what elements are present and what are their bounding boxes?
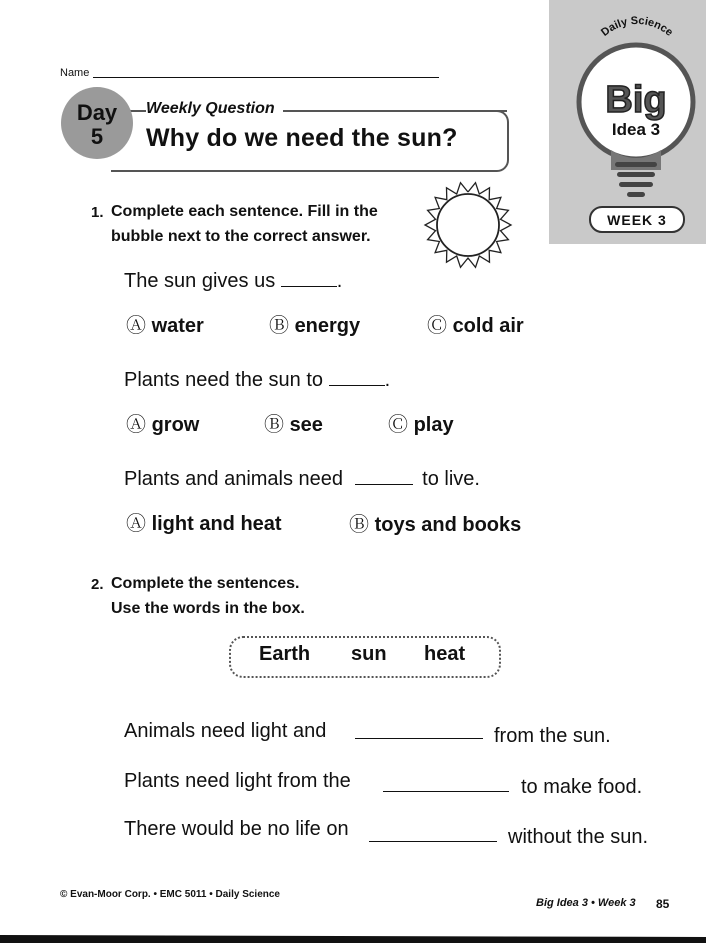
weekly-question-title: Why do we need the sun? xyxy=(146,124,458,152)
name-input-line[interactable] xyxy=(93,77,439,78)
q2-sentence-1-blank[interactable] xyxy=(355,738,483,739)
badge-idea: Idea 3 xyxy=(611,120,661,139)
q1-s3-before: Plants and animals need xyxy=(124,468,344,490)
badge-arc-text: Daily Science xyxy=(599,14,676,39)
question-2-instruction-line2: Use the words in the box. xyxy=(111,600,305,617)
choice-label: water xyxy=(151,315,204,337)
sun-icon xyxy=(423,180,513,270)
question-2-number: 2. xyxy=(91,576,104,593)
q1-s3-choice-a[interactable] xyxy=(126,507,282,536)
name-label: Name xyxy=(60,67,90,79)
question-1-number: 1. xyxy=(91,204,104,221)
choice-label: see xyxy=(289,414,323,436)
q1-s1-after: . xyxy=(336,270,343,292)
q1-s3-after: to live. xyxy=(422,468,480,490)
question-1-instruction-line2: bubble next to the correct answer. xyxy=(111,228,371,245)
bubble-c-icon[interactable]: Ⓒ xyxy=(388,414,408,436)
word-bank-word: heat xyxy=(424,643,466,665)
day-number: 5 xyxy=(90,124,104,149)
q1-s1-before: The sun gives us xyxy=(124,270,276,292)
q1-s2-choice-a[interactable] xyxy=(126,408,199,437)
q1-s2-before: Plants need the sun to xyxy=(124,369,324,391)
footer-unit: Big Idea 3 • Week 3 xyxy=(536,897,636,909)
day-badge xyxy=(61,87,133,159)
lightbulb-badge-icon xyxy=(549,0,706,244)
choice-label: cold air xyxy=(452,315,524,337)
page-bottom-edge xyxy=(0,930,706,943)
choice-label: light and heat xyxy=(151,513,282,535)
bubble-b-icon[interactable]: Ⓑ xyxy=(269,315,289,337)
bubble-c-icon[interactable]: Ⓒ xyxy=(427,315,447,337)
day-word: Day xyxy=(76,100,118,125)
choice-label: play xyxy=(413,414,454,436)
q1-s2-after: . xyxy=(384,369,391,391)
q2-sentence-1-after: from the sun. xyxy=(494,725,611,747)
q2-sentence-3-after: without the sun. xyxy=(508,826,649,848)
q2-sentence-3-blank[interactable] xyxy=(369,841,497,842)
weekly-question-rule xyxy=(285,110,507,112)
q1-s3-blank xyxy=(355,484,413,485)
q2-sentence-1-before: Animals need light and xyxy=(124,720,327,742)
q2-sentence-2-after: to make food. xyxy=(521,776,643,798)
badge-week: WEEK 3 xyxy=(607,212,667,228)
q1-s2-choice-b[interactable] xyxy=(264,408,323,437)
bubble-b-icon[interactable]: Ⓑ xyxy=(349,514,369,536)
q1-s1-choice-c[interactable] xyxy=(427,309,524,338)
badge-big: Big xyxy=(605,79,667,121)
word-bank-word: Earth xyxy=(259,643,311,665)
bubble-a-icon[interactable]: Ⓐ xyxy=(126,414,146,436)
q1-s2-blank xyxy=(329,385,385,386)
choice-label: grow xyxy=(151,414,200,436)
question-1-instruction-line1: Complete each sentence. Fill in the xyxy=(111,203,378,220)
choice-label: toys and books xyxy=(374,514,522,536)
big-idea-panel xyxy=(549,0,706,244)
page-number: 85 xyxy=(656,897,670,911)
q1-sentence-2 xyxy=(124,369,390,392)
q1-s1-blank xyxy=(281,286,337,287)
weekly-question-label: Weekly Question xyxy=(146,100,283,118)
q2-sentence-2-before: Plants need light from the xyxy=(124,770,351,792)
bubble-a-icon[interactable]: Ⓐ xyxy=(126,513,146,535)
bubble-b-icon[interactable]: Ⓑ xyxy=(264,414,284,436)
footer-copyright: © Evan-Moor Corp. • EMC 5011 • Daily Science xyxy=(60,889,280,900)
q2-sentence-3-before: There would be no life on xyxy=(124,818,349,840)
q1-sentence-1 xyxy=(124,270,342,293)
svg-text:Daily Science xyxy=(599,15,675,39)
q1-s1-choice-a[interactable] xyxy=(126,309,204,338)
question-2-instruction-line1: Complete the sentences. xyxy=(111,575,300,592)
q2-sentence-2-blank[interactable] xyxy=(383,791,509,792)
q1-sentence-3 xyxy=(124,468,480,491)
bubble-a-icon[interactable]: Ⓐ xyxy=(126,315,146,337)
q1-s3-choice-b[interactable] xyxy=(349,508,521,537)
choice-label: energy xyxy=(294,315,361,337)
word-bank-word: sun xyxy=(351,643,387,665)
q1-s1-choice-b[interactable] xyxy=(269,309,360,338)
q1-s2-choice-c[interactable] xyxy=(388,408,454,437)
